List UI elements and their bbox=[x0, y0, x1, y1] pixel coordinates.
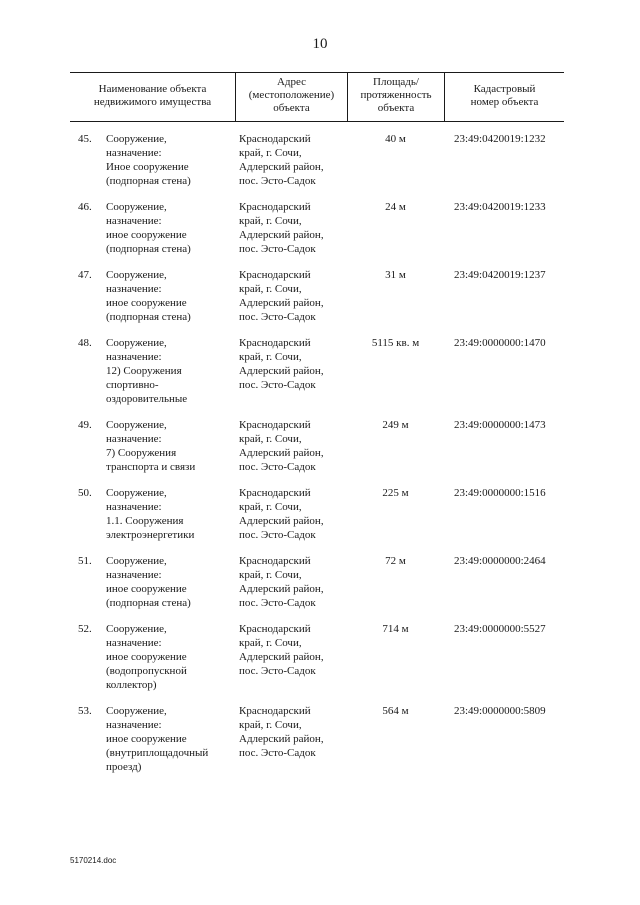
object-name-line: проезд) bbox=[106, 761, 142, 773]
address-line: Адлерский район, bbox=[239, 365, 324, 377]
header-name-line: недвижимого имущества bbox=[93, 96, 212, 108]
object-name bbox=[106, 132, 235, 200]
object-area: 225 м bbox=[382, 487, 409, 499]
object-address bbox=[235, 268, 347, 336]
row-number: 50. bbox=[78, 487, 92, 499]
address-line: Адлерский район, bbox=[239, 733, 324, 745]
object-area: 714 м bbox=[382, 623, 409, 635]
address-line: край, г. Сочи, bbox=[239, 719, 302, 731]
address-line: пос. Эсто-Садок bbox=[239, 665, 316, 677]
table-row bbox=[70, 486, 564, 554]
address-line: пос. Эсто-Садок bbox=[239, 311, 316, 323]
object-address bbox=[235, 622, 347, 704]
address-line: край, г. Сочи, bbox=[239, 147, 302, 159]
header-cadastral-line: номер объекта bbox=[470, 96, 539, 108]
object-name-line: назначение: bbox=[106, 501, 162, 513]
object-name-line: 7) Сооружения bbox=[106, 447, 177, 459]
object-name-line: Сооружение, bbox=[106, 555, 167, 567]
cadastral-number: 23:49:0000000:1473 bbox=[454, 419, 546, 431]
header-area-line: объекта bbox=[377, 102, 415, 114]
object-name-line: спортивно- bbox=[106, 379, 159, 391]
table-body bbox=[70, 122, 564, 786]
object-address bbox=[235, 486, 347, 554]
object-name bbox=[106, 554, 235, 622]
header-area bbox=[347, 73, 444, 121]
table-row bbox=[70, 704, 564, 786]
address-line: Адлерский район, bbox=[239, 583, 324, 595]
object-name bbox=[106, 704, 235, 786]
address-line: край, г. Сочи, bbox=[239, 501, 302, 513]
object-name-line: иное сооружение bbox=[106, 651, 187, 663]
table-header bbox=[70, 73, 564, 122]
object-name-line: Сооружение, bbox=[106, 201, 167, 213]
object-name-line: 12) Сооружения bbox=[106, 365, 182, 377]
row-number: 49. bbox=[78, 419, 92, 431]
table-row bbox=[70, 132, 564, 200]
name-cell bbox=[70, 486, 235, 554]
header-cadastral bbox=[444, 73, 564, 121]
row-number: 52. bbox=[78, 623, 92, 635]
address-line: Адлерский район, bbox=[239, 515, 324, 527]
address-line: Адлерский район, bbox=[239, 229, 324, 241]
object-address bbox=[235, 554, 347, 622]
object-address bbox=[235, 132, 347, 200]
object-name-line: (подпорная стена) bbox=[106, 311, 191, 323]
cadastral-number: 23:49:0000000:5809 bbox=[454, 705, 546, 717]
address-line: Краснодарский bbox=[239, 555, 311, 567]
object-name-line: Сооружение, bbox=[106, 705, 167, 717]
object-name bbox=[106, 336, 235, 418]
object-area: 31 м bbox=[385, 269, 406, 281]
object-name-line: Сооружение, bbox=[106, 337, 167, 349]
object-address bbox=[235, 200, 347, 268]
cadastral-number: 23:49:0000000:1470 bbox=[454, 337, 546, 349]
header-name bbox=[70, 73, 235, 121]
object-name-line: назначение: bbox=[106, 433, 162, 445]
name-cell bbox=[70, 132, 235, 200]
object-address bbox=[235, 336, 347, 418]
address-line: Краснодарский bbox=[239, 487, 311, 499]
object-name bbox=[106, 418, 235, 486]
object-name-line: иное сооружение bbox=[106, 229, 187, 241]
address-line: Адлерский район, bbox=[239, 297, 324, 309]
object-name-line: иное сооружение bbox=[106, 297, 187, 309]
cadastral-number: 23:49:0420019:1232 bbox=[454, 133, 546, 145]
name-cell bbox=[70, 554, 235, 622]
table-row bbox=[70, 200, 564, 268]
address-line: пос. Эсто-Садок bbox=[239, 529, 316, 541]
object-name-line: (подпорная стена) bbox=[106, 175, 191, 187]
name-cell bbox=[70, 336, 235, 418]
address-line: пос. Эсто-Садок bbox=[239, 379, 316, 391]
object-name-line: Сооружение, bbox=[106, 487, 167, 499]
object-name-line: 1.1. Сооружения bbox=[106, 515, 184, 527]
row-number: 51. bbox=[78, 555, 92, 567]
header-address-line: объекта bbox=[273, 102, 310, 114]
object-area: 72 м bbox=[385, 555, 406, 567]
object-name bbox=[106, 200, 235, 268]
cadastral-number: 23:49:0000000:2464 bbox=[454, 555, 546, 567]
name-cell bbox=[70, 200, 235, 268]
table-row bbox=[70, 268, 564, 336]
cadastral-number: 23:49:0000000:5527 bbox=[454, 623, 546, 635]
address-line: Краснодарский bbox=[239, 269, 311, 281]
object-name-line: назначение: bbox=[106, 147, 162, 159]
object-area: 564 м bbox=[382, 705, 409, 717]
name-cell bbox=[70, 704, 235, 786]
object-name-line: (водопропускной bbox=[106, 665, 187, 677]
address-line: край, г. Сочи, bbox=[239, 351, 302, 363]
object-name-line: Иное сооружение bbox=[106, 161, 189, 173]
object-area: 5115 кв. м bbox=[371, 337, 420, 349]
table-row bbox=[70, 418, 564, 486]
object-name-line: Сооружение, bbox=[106, 133, 167, 145]
object-address bbox=[235, 704, 347, 786]
address-line: край, г. Сочи, bbox=[239, 433, 302, 445]
row-number: 46. bbox=[78, 201, 92, 213]
address-line: край, г. Сочи, bbox=[239, 283, 302, 295]
header-address-line: (местоположение) bbox=[248, 89, 335, 101]
object-name-line: электроэнергетики bbox=[106, 529, 195, 541]
object-name-line: иное сооружение bbox=[106, 733, 187, 745]
object-name bbox=[106, 486, 235, 554]
cadastral-number: 23:49:0420019:1237 bbox=[454, 269, 546, 281]
address-line: Краснодарский bbox=[239, 337, 311, 349]
address-line: край, г. Сочи, bbox=[239, 569, 302, 581]
object-area: 249 м bbox=[382, 419, 409, 431]
object-name-line: (внутриплощадочный bbox=[106, 747, 209, 759]
object-name-line: (подпорная стена) bbox=[106, 243, 191, 255]
table-row bbox=[70, 554, 564, 622]
cadastral-number: 23:49:0420019:1233 bbox=[454, 201, 546, 213]
name-cell bbox=[70, 268, 235, 336]
table-row bbox=[70, 336, 564, 418]
cadastral-number: 23:49:0000000:1516 bbox=[454, 487, 546, 499]
object-address bbox=[235, 418, 347, 486]
address-line: край, г. Сочи, bbox=[239, 637, 302, 649]
address-line: пос. Эсто-Садок bbox=[239, 747, 316, 759]
address-line: Краснодарский bbox=[239, 705, 311, 717]
address-line: край, г. Сочи, bbox=[239, 215, 302, 227]
object-name-line: назначение: bbox=[106, 283, 162, 295]
object-name-line: Сооружение, bbox=[106, 269, 167, 281]
object-name-line: назначение: bbox=[106, 719, 162, 731]
object-name-line: коллектор) bbox=[106, 679, 157, 691]
address-line: пос. Эсто-Садок bbox=[239, 175, 316, 187]
object-name-line: Сооружение, bbox=[106, 419, 167, 431]
row-number: 48. bbox=[78, 337, 92, 349]
header-cadastral-line: Кадастровый bbox=[473, 83, 536, 95]
object-name-line: назначение: bbox=[106, 215, 162, 227]
header-address-line: Адрес bbox=[276, 76, 307, 88]
object-name-line: назначение: bbox=[106, 569, 162, 581]
object-name-line: назначение: bbox=[106, 637, 162, 649]
address-line: пос. Эсто-Садок bbox=[239, 461, 316, 473]
object-name-line: транспорта и связи bbox=[106, 461, 196, 473]
table-row bbox=[70, 622, 564, 704]
name-cell bbox=[70, 622, 235, 704]
document-filename: 5170214.doc bbox=[70, 856, 117, 865]
row-number: 53. bbox=[78, 705, 92, 717]
header-area-line: протяженность bbox=[360, 89, 432, 101]
header-name-line: Наименование объекта bbox=[98, 83, 207, 95]
name-cell bbox=[70, 418, 235, 486]
address-line: пос. Эсто-Садок bbox=[239, 597, 316, 609]
object-name-line: оздоровительные bbox=[106, 393, 188, 405]
address-line: Адлерский район, bbox=[239, 161, 324, 173]
object-area: 40 м bbox=[385, 133, 406, 145]
page-number: 10 bbox=[312, 36, 328, 52]
object-name-line: назначение: bbox=[106, 351, 162, 363]
object-name-line: Сооружение, bbox=[106, 623, 167, 635]
header-address bbox=[235, 73, 347, 121]
row-number: 45. bbox=[78, 133, 92, 145]
address-line: Краснодарский bbox=[239, 623, 311, 635]
address-line: Адлерский район, bbox=[239, 651, 324, 663]
property-table bbox=[70, 72, 564, 786]
object-name bbox=[106, 268, 235, 336]
header-area-line: Площадь/ bbox=[373, 76, 419, 88]
row-number: 47. bbox=[78, 269, 92, 281]
object-name-line: (подпорная стена) bbox=[106, 597, 191, 609]
address-line: Краснодарский bbox=[239, 419, 311, 431]
address-line: пос. Эсто-Садок bbox=[239, 243, 316, 255]
address-line: Краснодарский bbox=[239, 133, 311, 145]
object-area: 24 м bbox=[385, 201, 406, 213]
object-name bbox=[106, 622, 235, 704]
address-line: Краснодарский bbox=[239, 201, 311, 213]
address-line: Адлерский район, bbox=[239, 447, 324, 459]
object-name-line: иное сооружение bbox=[106, 583, 187, 595]
